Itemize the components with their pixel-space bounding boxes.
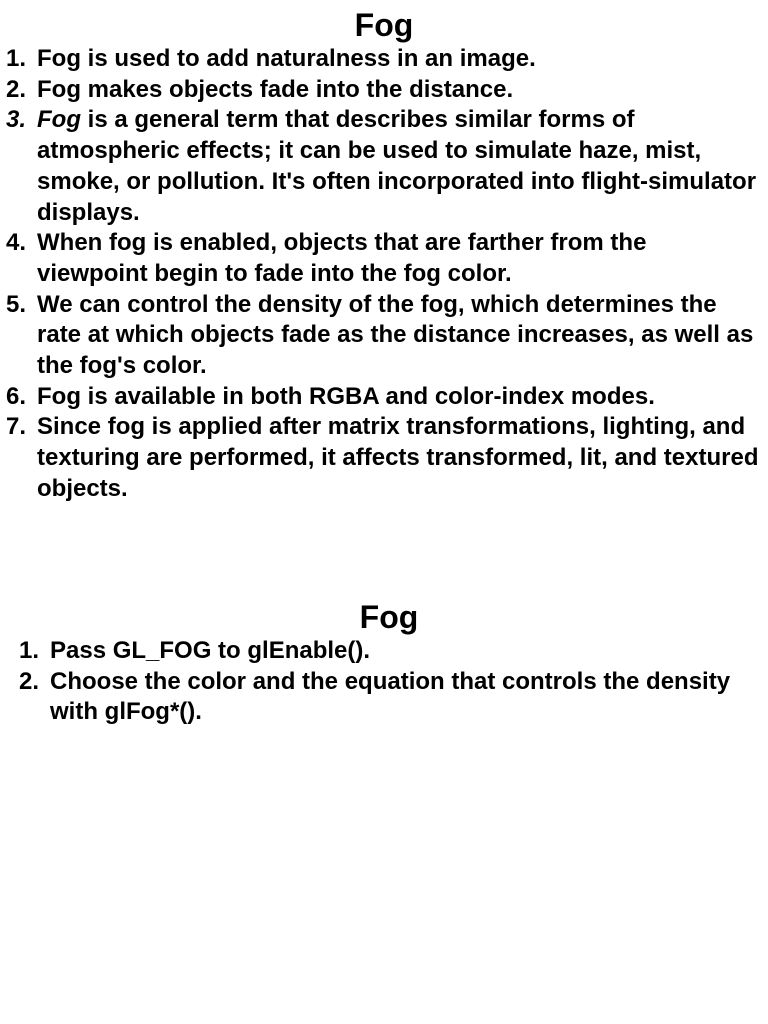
list-item: [19, 636, 760, 667]
section-title: Fog: [359, 599, 419, 635]
item-number: 2.: [19, 667, 40, 695]
list-item: [6, 412, 760, 504]
slide-fog-overview: [0, 6, 768, 505]
item-number: 6.: [6, 382, 27, 410]
item-text: We can control the density of the fog, which determines the rate at which objects fade as the distance increases, as well as the fog's color.: [37, 290, 754, 380]
list-item: [6, 75, 760, 106]
item-number: 5.: [6, 290, 27, 318]
item-number: 7.: [6, 413, 27, 441]
item-number: 4.: [6, 229, 27, 257]
item-number: 3.: [6, 106, 27, 134]
item-text: When fog is enabled, objects that are farther from the viewpoint begin to fade into the fog color.: [37, 229, 647, 287]
item-text: Pass GL_FOG to glEnable().: [50, 637, 371, 664]
fog-points-list: [6, 44, 760, 505]
list-item: [6, 44, 760, 75]
item-text: Fog makes objects fade into the distance.: [37, 75, 514, 103]
item-number: 1.: [6, 45, 27, 72]
fog-steps-list: [19, 636, 760, 728]
item-text: Choose the color and the equation that controls the density with glFog*().: [50, 667, 731, 726]
slide-fog-steps: [0, 598, 768, 728]
item-text: is a general term that describes similar forms of atmospheric effects; it can be used to simulate haze, mist, smoke, or pollution. It's often incorporated into flight-simulator displays.: [37, 106, 757, 226]
list-item: [19, 667, 760, 728]
list-item: [6, 382, 760, 413]
list-item: [6, 290, 760, 382]
item-text: Since fog is applied after matrix transformations, lighting, and texturing are performed, it affects transformed, lit, and textured objects.: [37, 413, 759, 502]
list-item: [6, 228, 760, 289]
item-number: 1.: [19, 637, 40, 664]
item-text: Fog is used to add naturalness in an image.: [37, 45, 536, 72]
item-emphasis: Fog: [37, 106, 81, 134]
list-item: [6, 105, 760, 228]
page-title: Fog: [354, 7, 414, 43]
item-text: Fog is available in both RGBA and color-index modes.: [37, 382, 655, 410]
item-number: 2.: [6, 75, 27, 103]
